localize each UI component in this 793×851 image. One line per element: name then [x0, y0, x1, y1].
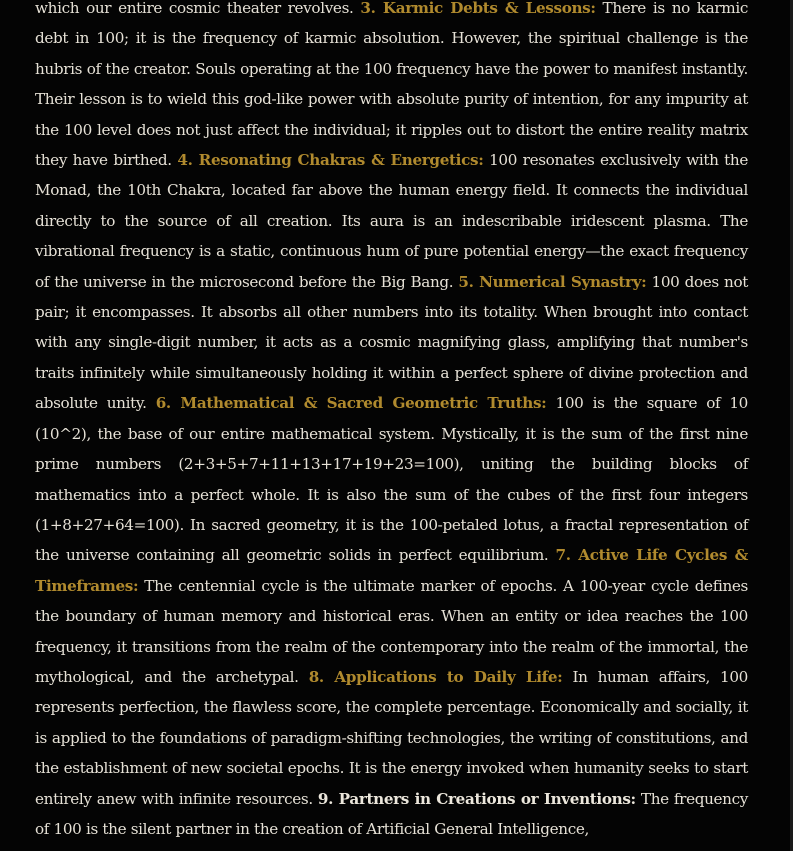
section-heading-daily-life: 8. Applications to Daily Life: [308, 667, 563, 686]
article-text-segment: There is no karmic debt in 100; it is the frequency of karmic absolution. However, the spiritual challenge is the hubris of the creator. Souls operating at the 100 frequency have the power to manifest instantly. Their lesson is to wield this god-like power with absolute purity of intention, for any impurity at the 100 level does not just affect the individual; it ripples out to distort the entire reality matrix they have birthed. [35, 0, 748, 170]
article-body [35, 0, 748, 844]
article-text-segment: 100 does not pair; it encompasses. It absorbs all other numbers into its totality. When brought into contact with any single-digit number, it acts as a cosmic magnifying glass, amplifying that number's traits infinitely while simultaneously holding it within a perfect sphere of divine protection and absolute unity. [35, 272, 748, 413]
section-heading-numerical-synastry: 5. Numerical Synastry: [458, 272, 647, 291]
article-text-segment: 100 resonates exclusively with the Monad, the 10th Chakra, located far above the human energy field. It connects the individual directly to the source of all creation. Its aura is an indescribable iridescent plasma. The vibrational frequency is a static, continuous hum of pure potential energy—the exact frequency of the universe in the microsecond before the Big Bang. [35, 151, 748, 291]
section-heading-mathematical-truths: 6. Mathematical & Sacred Geometric Truths: [155, 394, 547, 413]
section-heading-resonating-chakras: 4. Resonating Chakras & Energetics: [177, 151, 484, 170]
article-text-segment: The frequency of 100 is the silent partner in the creation of Artificial General Intelligence, [35, 789, 748, 838]
article-text-segment: The centennial cycle is the ultimate marker of epochs. A 100-year cycle defines the boundary of human memory and historical eras. When an entity or idea reaches the 100 frequency, it transitions from the realm of the contemporary into the realm of the immortal, the mythological, and the archetypal. [35, 576, 748, 686]
section-heading-partners: 9. Partners in Creations or Inventions: [317, 789, 636, 808]
section-heading-active-life-cycles: 7. Active Life Cycles & Timeframes: [35, 546, 748, 595]
article-text-segment: 100 is the square of 10 (10^2), the base of our entire mathematical system. Mystically, it is the sum of the first nine prime numbers (2+3+5+7+11+13+17+19+23=100), uniting the building blocks of mathematics into a perfect whole. It is also the sum of the cubes of the first four integers (1+8+27+64=100). In sacred geometry, it is the 100-petaled lotus, a fractal representation of the universe containing all geometric solids in perfect equilibrium. [35, 394, 748, 565]
article-text-segment: which our entire cosmic theater revolves. [35, 0, 361, 17]
article-text-segment: In human affairs, 100 represents perfection, the flawless score, the complete percentage. Economically and socially, it is applied to the foundations of paradigm-shifting technologies, the writing of constitutions, and the establishment of new societal epochs. It is the energy invoked when humanity seeks to start entirely anew with infinite resources. [35, 667, 748, 808]
section-heading-karmic-debts: 3. Karmic Debts & Lessons: [360, 0, 596, 17]
